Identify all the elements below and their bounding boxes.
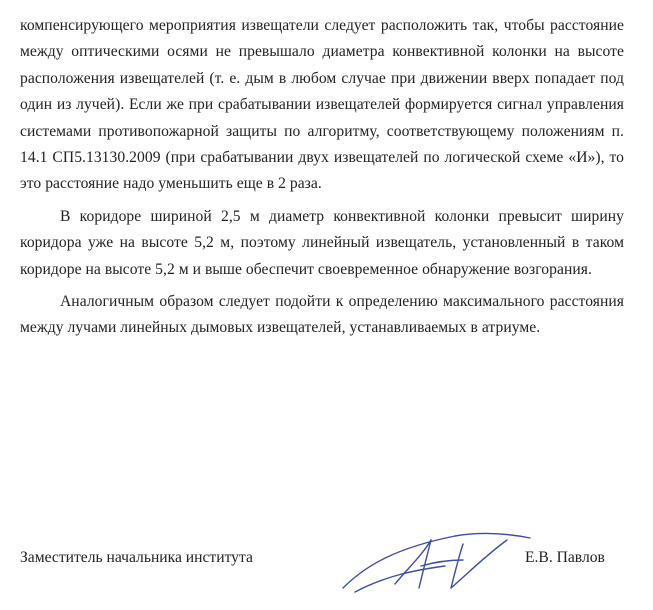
- paragraph-3: Аналогичным образом следует подойти к определению максимального расстояния между лучами линейных дымовых извещателей, устанавливаемых в атриуме.: [20, 293, 624, 337]
- signatory-name: Е.В. Павлов: [525, 549, 605, 566]
- document-body: [20, 13, 624, 348]
- handwritten-signature: [335, 526, 535, 598]
- paragraph-2: В коридоре шириной 2,5 м диаметр конвективной колонки превысит ширину коридора уже на высоте 5,2 м, поэтому линейный извещатель, установленный в таком коридоре на высоте 5,2 м и выше обеспечит своевременное обнаружение возгорания.: [20, 207, 624, 278]
- paragraph-1: компенсирующего мероприятия извещатели следует расположить так, чтобы расстояние между оптическими осями не превышало диаметра конвективной колонки на высоте расположения извещателей (т. е. дым в любом случае при движении вверх попадает под один из лучей). Если же при срабатывании извещателей формируется сигнал управления системами противопожарной защиты по алгоритму, соответствующему положениям п. 14.1 СП5.13130.2009 (при срабатывании двух извещателей по логической схеме «И»), то это расстояние надо уменьшить еще в 2 раза.: [20, 17, 624, 193]
- signatory-position: Заместитель начальника института: [20, 549, 253, 566]
- signature-block: [20, 538, 640, 598]
